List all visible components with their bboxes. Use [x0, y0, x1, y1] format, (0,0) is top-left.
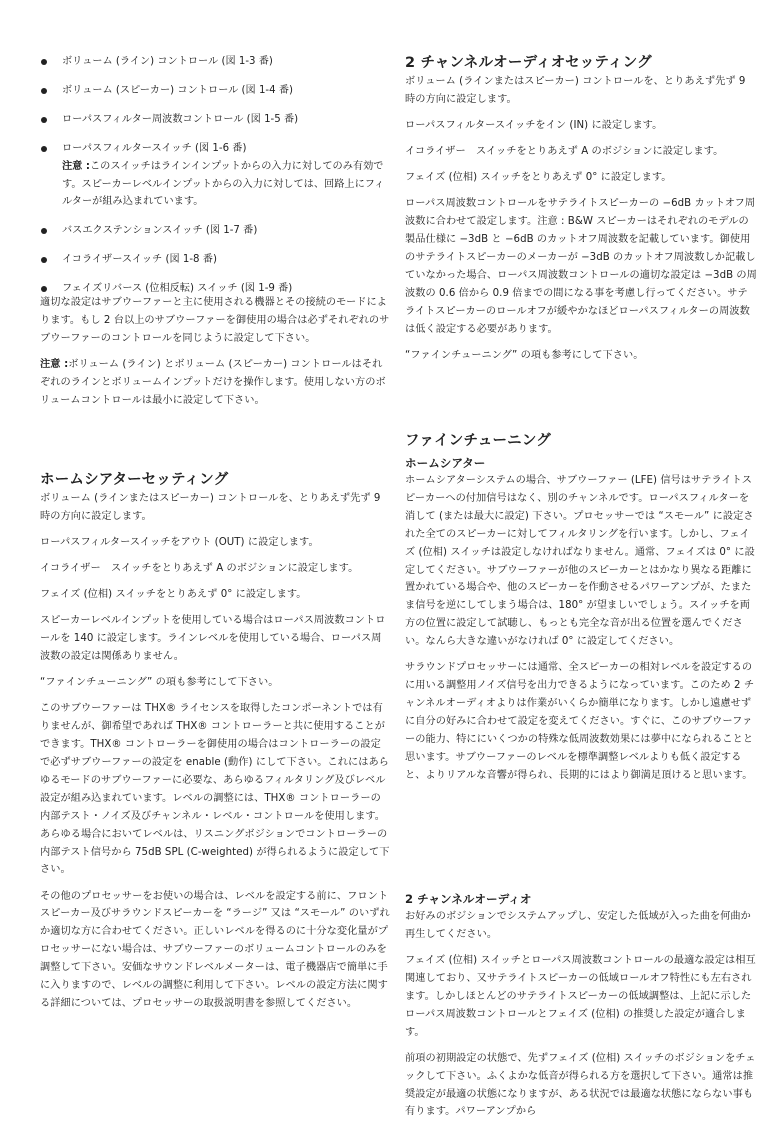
bullet-note-text: このスイッチはラインインプットからの入力に対してのみ有効です。スピーカーレベルインプットからの入力に対しては、回路上にフィルターが組み込まれています。: [62, 160, 385, 208]
bullet-dot: [41, 286, 47, 292]
paragraph: フェイズ (位相) スイッチをとりあえず 0° に設定します。: [405, 172, 672, 184]
two-channel-tuning-section: [405, 891, 757, 1130]
paragraph: イコライザー スイッチをとりあえず A のボジションに設定します。: [405, 146, 724, 158]
note-label: 注意 :: [40, 358, 69, 370]
bullet-text: ボリューム (ライン) コントロール (図 1-3 番): [62, 56, 273, 67]
subheading: ホームシアター: [405, 456, 486, 470]
bullet-dot: [41, 257, 47, 263]
bullet-text: イコライザースイッチ (図 1-8 番): [62, 254, 217, 266]
paragraph: “ファインチューニング” の項も参考にして下さい。: [40, 677, 279, 689]
bullet-dot: [41, 146, 47, 152]
section-heading: ホームシアターセッティング: [40, 472, 229, 488]
paragraph: ボリューム (ラインまたはスピーカー) コントロールを、とりあえず先ず 9 時の方向に設定します。: [405, 76, 746, 105]
paragraph: ボリューム (ラインまたはスピーカー) コントロールを、とりあえず先ず 9 時の方向に設定します。: [40, 493, 381, 522]
fine-tuning-section: [405, 432, 757, 793]
bullet-text: フェイズリバース (位相反転) スイッチ (図 1-9 番): [62, 283, 293, 295]
paragraph: “ファインチューニング” の項も参考にして下さい。: [405, 349, 644, 361]
section-heading: ファインチューニング: [405, 433, 551, 449]
bullet-dot: [41, 117, 47, 123]
paragraph: その他のプロセッサーをお使いの場合は、レベルを設定する前に、フロントスピーカー及びサラウンドスピーカーを “ラージ” 又は “スモール” のいずれか適切な方に合わせてください。正しいレベルを得るのに十分な変化量がプロセッサーにない場合は、サブウーファーのボリュームコントロールのみを調整して下さい。安価なサウンドレベルメーターは、電子機器店で簡単に手に入りますので、レベルの調整に利用して下さい。レベルの設定方法に関する詳細については、プロセッサーの取扱説明書を参照してください。: [40, 890, 390, 1009]
paragraph: イコライザー スイッチをとりあえず A のボジションに設定します。: [40, 563, 359, 575]
bullet-dot: [41, 88, 47, 94]
note-label: 注意 :: [62, 160, 90, 172]
note-paragraph: [40, 356, 390, 410]
paragraph: このサブウーファーは THX® ライセンスを取得したコンポーネントでは有りませんが、御希望であれば THX® コントローラーと共に使用することができます。THX® コントローラーを御使用の場合はコントローラーの設定で必ずサブウーファーの設定を enable (動作) にして下さい。これにはあらゆるモードのサブウーファーに必要な、あらゆるフィルタリング及びレベル設定が組み込まれています。レベルの調整には、THX® コントローラーの内部テスト・ノイズ及びチャンネル・レベル・コントロールを使用します。あらゆる場合においてレベルは、リスニングボジションでコントローラーの内部テスト信号から 75dB SPL (C-weighted) が得られるように設定して下さい。: [40, 703, 390, 876]
bullet-item: [40, 111, 390, 129]
paragraph: お好みのボジションでシステムアップし、安定した低域が入った曲を何曲か再生してください。: [405, 911, 751, 940]
paragraph: ローパスフィルタースイッチをイン (IN) に設定します。: [405, 120, 663, 131]
bullet-text: ローパスフィルター周波数コントロール (図 1-5 番): [62, 113, 299, 125]
bullet-text: バスエクステンションスイッチ (図 1-7 番): [62, 225, 258, 237]
bullet-item: [40, 222, 390, 240]
bullet-dot: [41, 59, 47, 65]
home-theater-section: [40, 471, 390, 1021]
paragraph: フェイズ (位相) スイッチをとりあえず 0° に設定します。: [40, 589, 307, 601]
bullet-item: [40, 82, 390, 100]
subheading: 2 チャンネルオーディオ: [405, 892, 532, 906]
paragraph: 適切な設定はサブウーファーと主に使用される機器とその接続のモードによります。もし 2 台以上のサブウーファーを御使用の場合は必ずそれぞれのサブウーファーのコントロールを同じように設定して下さい。: [40, 297, 390, 344]
controls-bullet-list: [40, 53, 390, 309]
section-heading: 2 チャンネルオーディオセッティング: [405, 55, 652, 71]
paragraph: フェイズ (位相) スイッチとローパス周波数コントロールの最適な設定は相互関連しており、又サテライトスピーカーの低域ロールオフ特性にも左右されます。しかしほとんどのサテライトスピーカーの低域調整は、上記に示したローパス周波数コントロールとフェイズ (位相) の推奨した設定が適合します。: [405, 955, 756, 1038]
two-channel-section: [405, 54, 757, 373]
paragraph: ローパスフィルタースイッチをアウト (OUT) に設定します。: [40, 537, 319, 548]
paragraph: サラウンドプロセッサーには通常、全スピーカーの相対レベルを設定するのに用いる調整用ノイズ信号を出力できるようになっています。このため 2 チャンネルオーディオよりは作業がいくらか簡単になります。しかし遠慮せずに自分の好みに合わせて設定を変えてください。すぐに、このサブウーファーの能力、特ににいくつかの特殊な低周波数効果には夢中になられることと思います。サブウーファーのレベルを標準調整レベルよりも低く設定すると、よりリアルな音響が得られ、長期的にはより御満足頂けると思います。: [405, 662, 755, 781]
paragraph: スピーカーレベルインプットを使用している場合はローパス周波数コントロールを 140 に設定します。ラインレベルを使用している場合、ローパス周波数の設定は関係ありません。: [40, 615, 386, 663]
note-text: ボリューム (ライン) とボリューム (スピーカー) コントロールはそれぞれのラインとボリュームインプットだけを操作します。使用しない方のボリュームコントロールは最小に設定して下さい。: [40, 358, 386, 406]
bullet-item: [40, 251, 390, 269]
bullet-item: [40, 53, 390, 71]
paragraph: 前項の初期設定の状態で、先ずフェイズ (位相) スイッチのボジションをチェックして下さい。ふくよかな低音が得られる方を選択して下さい。通常は推奨設定が最適の状態になりますが、ある状況では最適な状態にならない事も有ります。パワーアンプから: [405, 1052, 756, 1118]
bullet-text: ローパスフィルタースイッチ (図 1-6 番): [62, 142, 247, 154]
settings-intro-block: [40, 294, 390, 418]
bullet-text: ボリューム (スピーカー) コントロール (図 1-4 番): [62, 84, 293, 96]
paragraph: ホームシアターシステムの場合、サブウーファー (LFE) 信号はサテライトスピーカーへの付加信号はなく、別のチャンネルです。ローパスフィルターを消して (または最大に設定) 下さい。プロセッサーでは “スモール” に設定された全てのスピーカーに対してフィルタリングを行います。しかし、フェイズ (位相) スイッチは設定しなければなりません。通常、フェイズは 0° に設定してください。サブウーファーが他のスピーカーとはかなり異なる距離に置かれている場合や、他のスピーカーを作動させるパワーアンプが、たまたま信号を逆にしてしまう場合は、180° が望ましいでしょう。スイッチを両方の位置に設定して試聴し、もっとも完全な音が出る位置を選んでください。なんら大きな違いがなければ 0° に設定してください。: [405, 475, 755, 648]
paragraph: ローパス周波数コントロールをサテライトスピーカーの −6dB カットオフ周波数に合わせて設定します。注意 : B&W スピーカーはそれぞれのモデルの製品仕様に −3dB と −6dB のカットオフ周波数を記載しています。御使用のサテライトスピーカーのメーカーが −3dB のカットオフ周波数しか記載していなかった場合、ローパス周波数コントロールの適切な設定は −3dB の周波数の 0.6 倍から 0.9 倍までの間になる事を考慮し行ってください。サテライトスピーカーのロールオフが緩やかなほどローパスフィルターの周波数は低く設定する必要があります。: [405, 198, 757, 335]
bullet-item: [40, 140, 390, 212]
bullet-dot: [41, 228, 47, 234]
